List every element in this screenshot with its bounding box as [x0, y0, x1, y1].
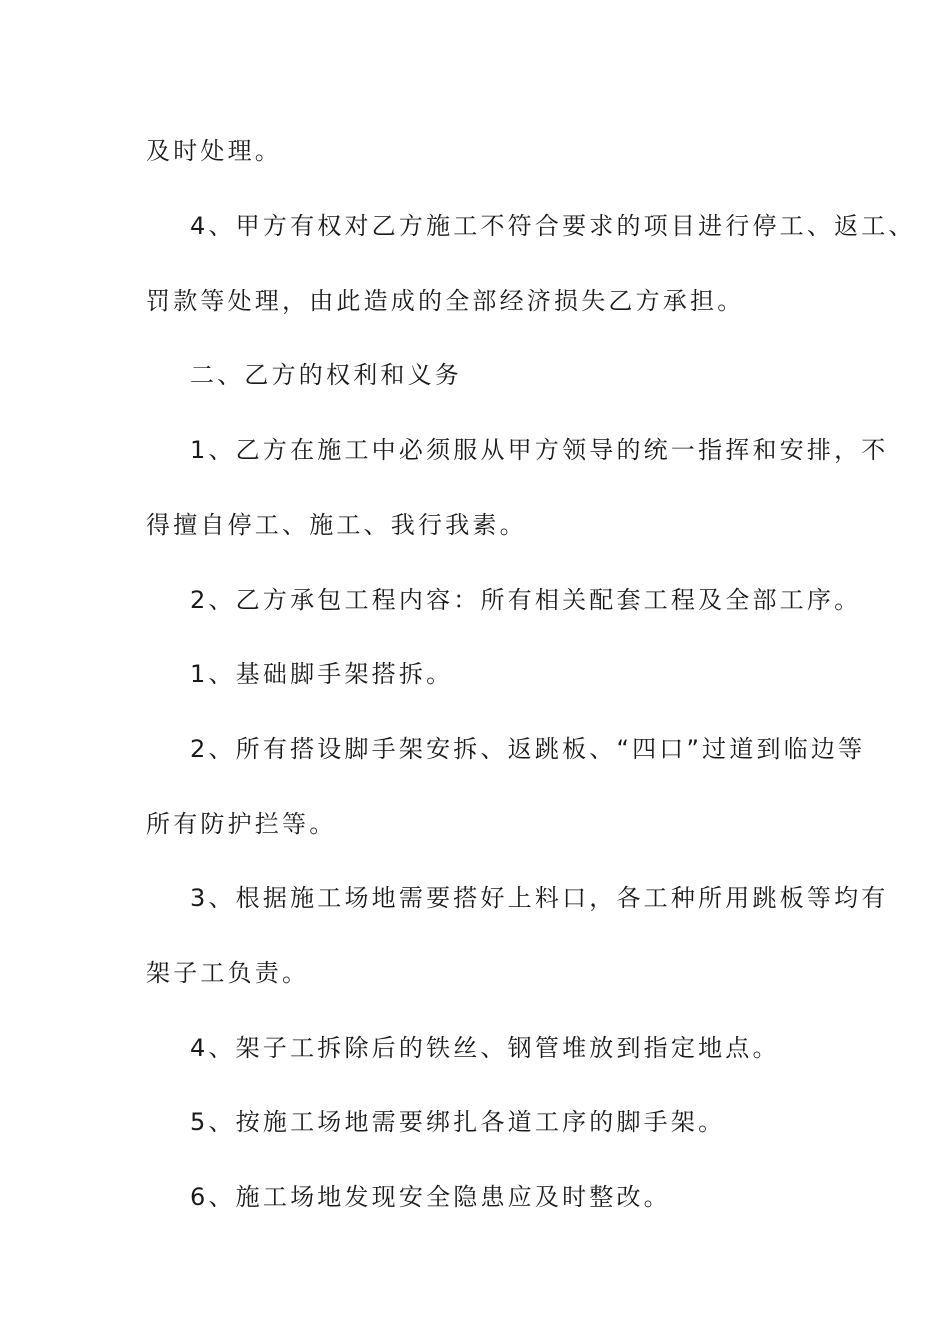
text-line-continuation: 得擅自停工、施工、我行我素。 — [146, 511, 527, 539]
text-line-continuation: 架子工负责。 — [146, 959, 310, 987]
sub-item-5: 5、按施工场地需要绑扎各道工序的脚手架。 — [190, 1108, 726, 1136]
clause-item-1: 1、乙方在施工中必须服从甲方领导的统一指挥和安排，不 — [190, 436, 889, 464]
clause-item-2: 2、乙方承包工程内容：所有相关配套工程及全部工序。 — [190, 586, 862, 614]
sub-item-3: 3、根据施工场地需要搭好上料口，各工种所用跳板等均有 — [190, 884, 889, 912]
sub-item-6: 6、施工场地发现安全隐患应及时整改。 — [190, 1183, 671, 1211]
text-line-continuation: 罚款等处理，由此造成的全部经济损失乙方承担。 — [146, 287, 745, 315]
sub-item-4: 4、架子工拆除后的铁丝、钢管堆放到指定地点。 — [190, 1034, 780, 1062]
sub-item-1: 1、基础脚手架搭拆。 — [190, 660, 454, 688]
clause-item-4: 4、甲方有权对乙方施工不符合要求的项目进行停工、返工、 — [190, 212, 916, 240]
text-line-continuation: 及时处理。 — [146, 137, 282, 165]
text-line-continuation: 所有防护拦等。 — [146, 810, 337, 838]
sub-item-2: 2、所有搭设脚手架安拆、返跳板、“四口”过道到临边等 — [190, 735, 866, 763]
section-heading: 二、乙方的权利和义务 — [190, 361, 462, 389]
